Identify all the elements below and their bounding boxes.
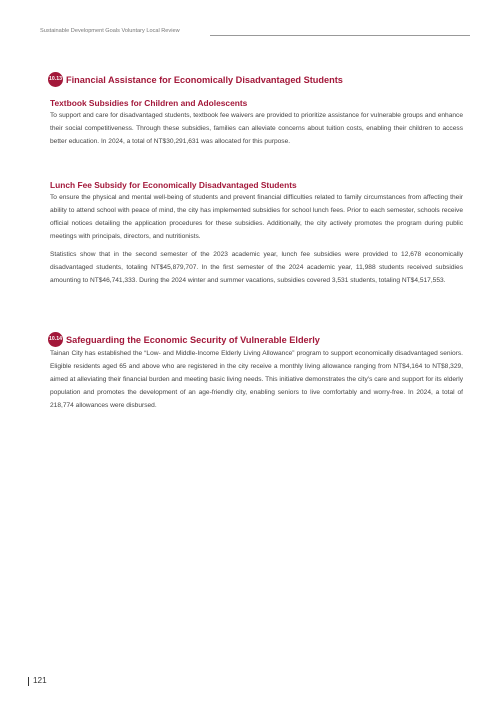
paragraph: Statistics show that in the second semester of the 2023 academic year, lunch fee subsidies were provided to 12,678 economically disadvantaged students, totaling NT$45,879,707. In the first semester of the 2024 academic year, 11,988 students received subsidies amounting to NT$46,741,333. During the 2024 winter and summer vacations, subsidies covered 3,531 students, totaling NT$4,517,553. [50,251,463,284]
page-number: 121 [28,676,47,685]
section-title: Safeguarding the Economic Security of Vulnerable Elderly [66,335,320,345]
paragraph: Tainan City has established the “Low- and Middle-Income Elderly Living Allowance” program to support economically disadvantaged seniors. Eligible residents aged 65 and above who are registered in the city receive a monthly living allowance ranging from NT$4,164 to NT$8,329, aimed at alleviating their financial burden and meeting basic living needs. This initiative demonstrates the city’s care and support for its elderly population and promotes the development of an age-friendly city, enabling seniors to live comfortably and worry-free. In 2024, a total of 218,774 allowances were disbursed. [50,350,463,409]
subsection-title: Lunch Fee Subsidy for Economically Disadvantaged Students [50,180,297,190]
section-number-badge: 10.13 [48,72,63,87]
paragraph: To support and care for disadvantaged students, textbook fee waivers are provided to prioritize assistance for vulnerable groups and enhance their social competitiveness. Through these subsidies, families can alleviate concerns about tuition costs, enabling their children to access better education. In 2024, a total of NT$30,291,631 was allocated for this purpose. [50,112,463,145]
section-title: Financial Assistance for Economically Disadvantaged Students [66,75,343,85]
header-divider [210,35,470,36]
report-title: Sustainable Development Goals Voluntary Local Review [40,28,180,34]
section-number-badge: 10.14 [48,332,63,347]
subsection-title: Textbook Subsidies for Children and Adolescents [50,98,248,108]
page-header [40,28,470,42]
paragraph: To ensure the physical and mental well-being of students and prevent financial difficulties related to family circumstances from affecting their ability to attend school with peace of mind, the city has implemented subsidies for school lunch fees. Prior to each semester, schools receive official notices detailing the application procedures for these subsidies. Additionally, the city actively promotes the program during public meetings with principals, directors, and nutritionists. [50,194,463,240]
